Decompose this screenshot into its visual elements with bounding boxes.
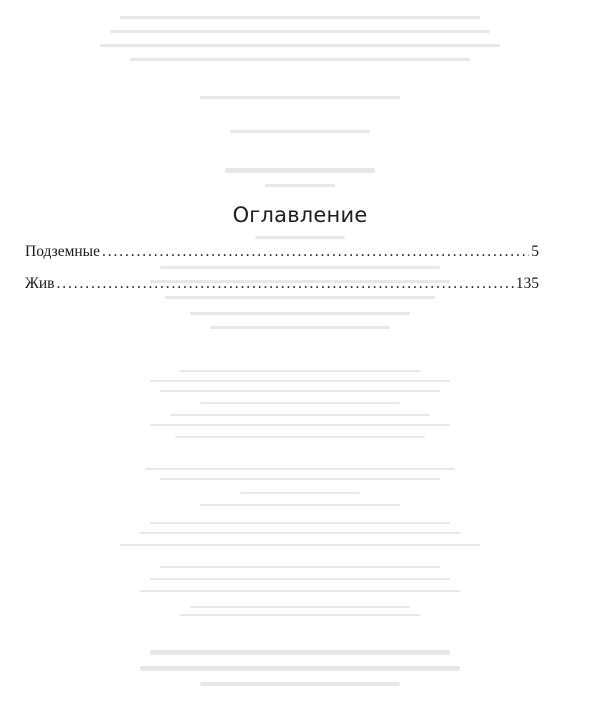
toc-entry-title: Жив [25,275,55,292]
dot-leader [102,243,529,261]
toc-entry-title: Подземные [25,243,100,260]
toc-heading: Оглавление [232,203,368,227]
toc-entry-page: 135 [515,275,539,292]
toc-entry[interactable] [25,243,539,265]
toc-entry[interactable] [25,275,539,297]
toc-entry-page: 5 [531,243,539,260]
dot-leader [57,275,514,293]
